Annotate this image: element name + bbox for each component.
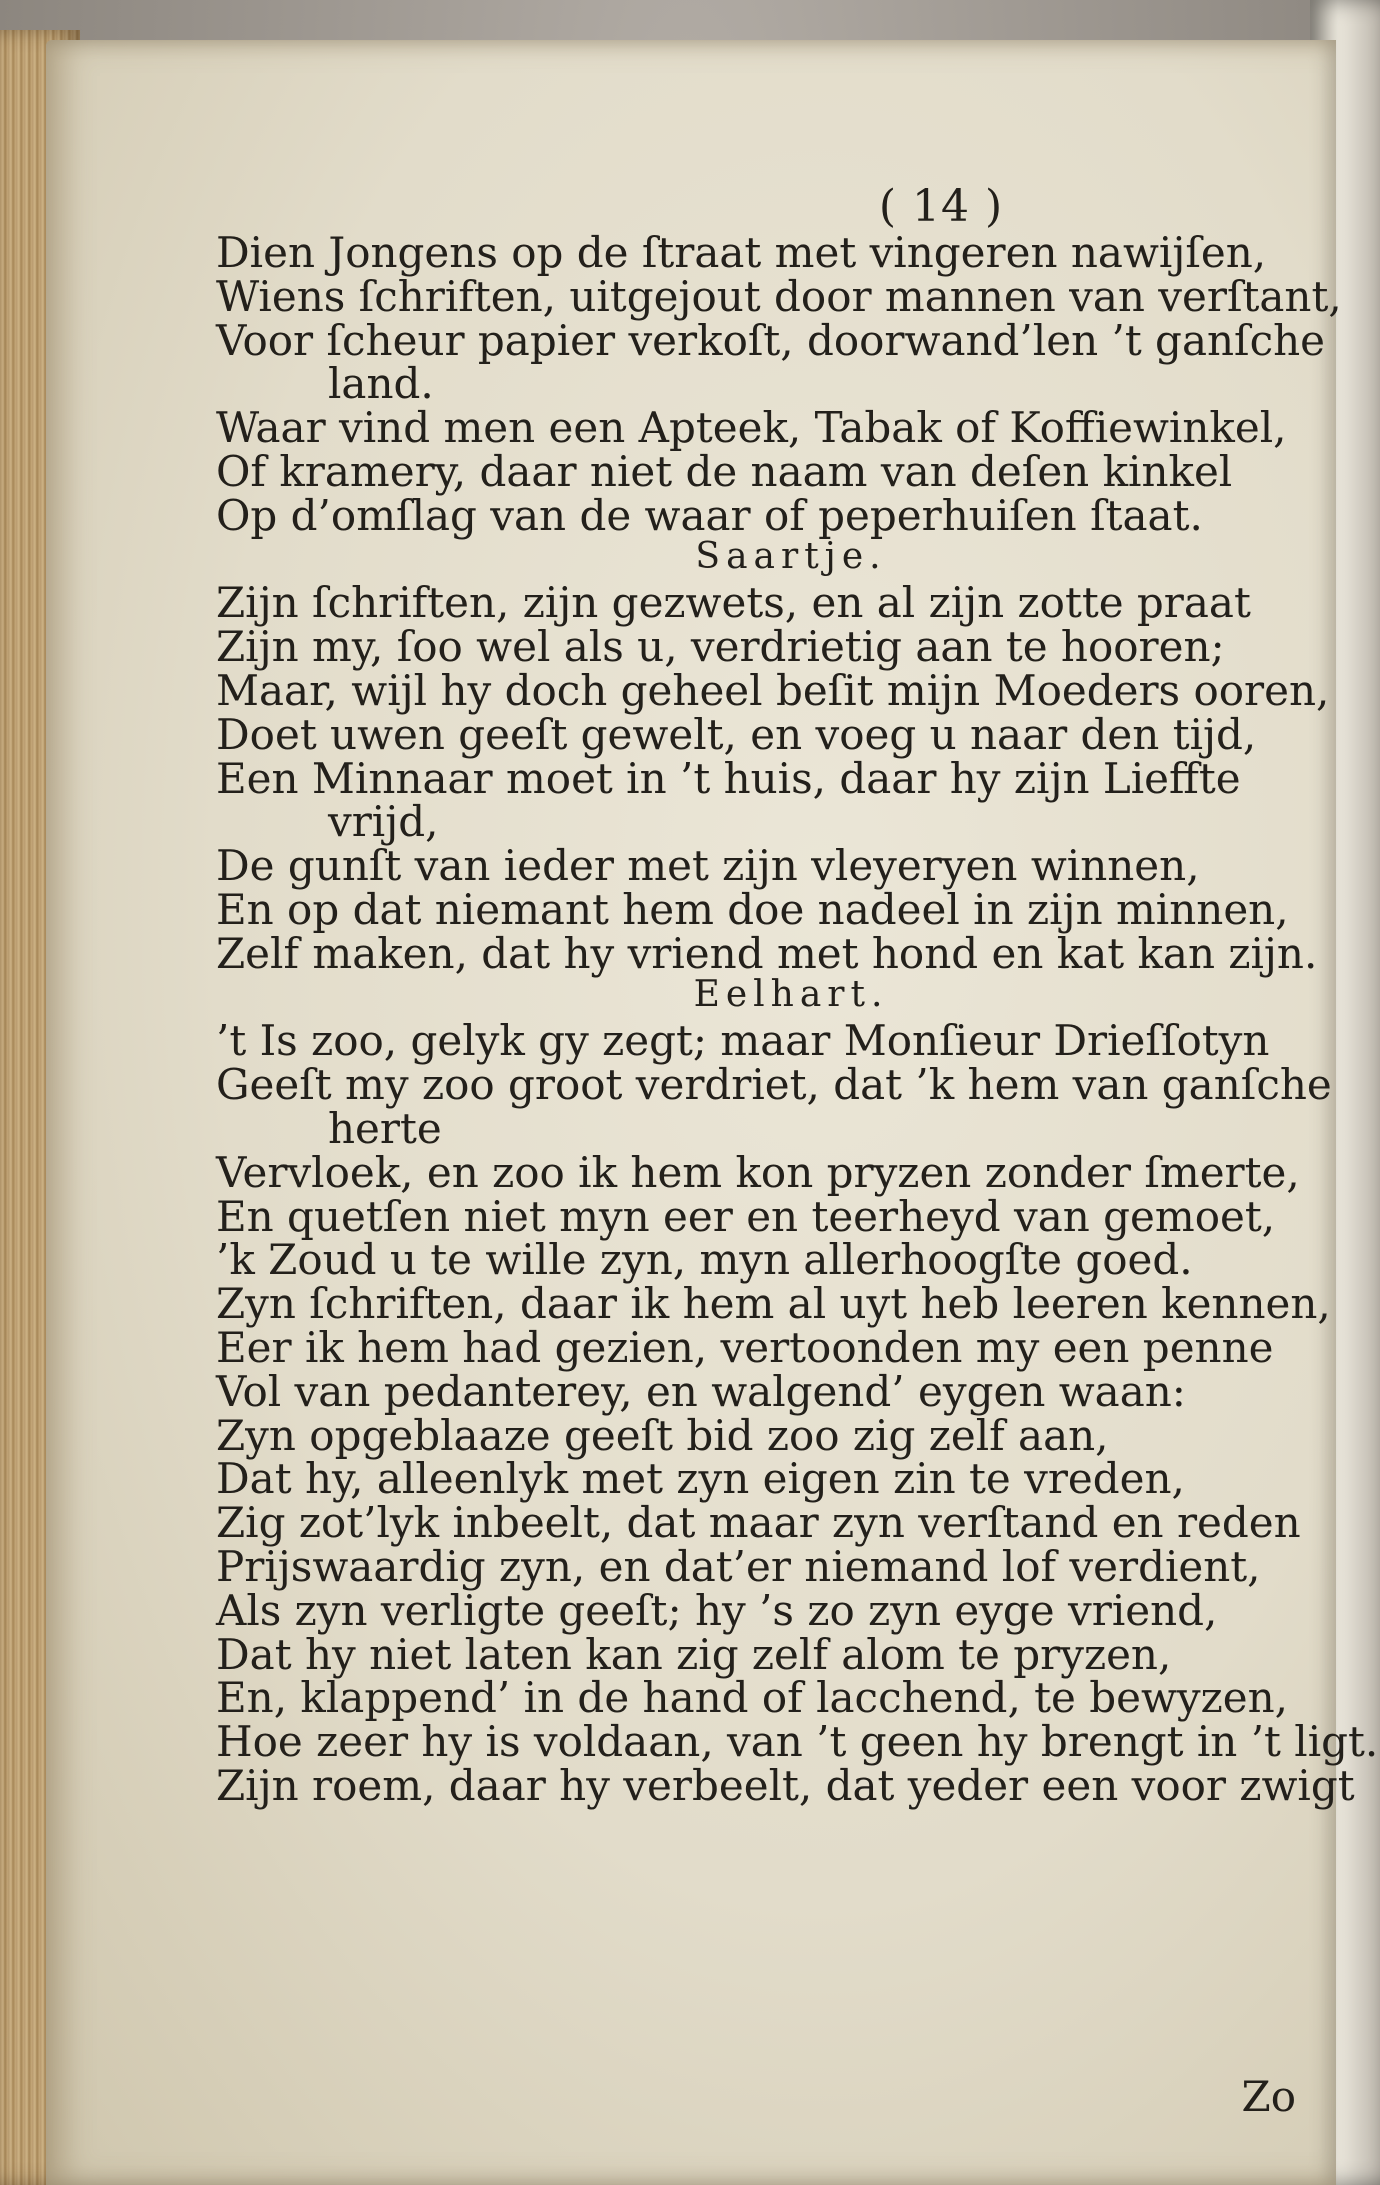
verse-line: Dat hy niet laten kan zig zelf alom te pryzen, <box>216 1629 1172 1679</box>
verse-line: De gunſt van ieder met zijn vleyeryen winnen, <box>216 841 1200 891</box>
verse-line: Op d’omſlag van de waar of peperhuiſen ſtaat. <box>216 490 1203 540</box>
verse-line: Zig zot’lyk inbeelt, dat maar zyn verſtand en reden <box>216 1498 1301 1548</box>
verse-line: Zijn ſchriften, zijn gezwets, en al zijn zotte praat <box>216 578 1251 628</box>
verse-line: Zijn my, ſoo wel als u, verdrietig aan te hooren; <box>216 622 1225 672</box>
verse-line: Geeſt my zoo groot verdriet, dat ’k hem van ganſche <box>216 1060 1332 1110</box>
verse-line: Als zyn verligte geeſt; hy ’s zo zyn eyge vriend, <box>216 1585 1218 1635</box>
verse-line: Vol van pedanterey, en walgend’ eygen waan: <box>216 1366 1186 1416</box>
verse-line: Voor ſcheur papier verkoſt, doorwand’len ’t ganſche <box>216 315 1326 365</box>
verse-line: Of kramery, daar niet de naam van deſen kinkel <box>216 446 1233 496</box>
speaker-name: Eelhart. <box>693 973 889 1015</box>
verse-line: Zyn opgeblaaze geeſt bid zoo zig zelf aan, <box>216 1410 1109 1460</box>
verse-line-continuation: vrijd, <box>328 797 439 847</box>
verse-lines <box>216 228 1379 1810</box>
verse-line: En quetſen niet myn eer en teerheyd van gemoet, <box>216 1191 1276 1241</box>
verse-line: Een Minnaar moet in ’t huis, daar hy zijn Lieffte <box>216 753 1241 803</box>
verse-line: Vervloek, en zoo ik hem kon pryzen zonder ſmerte, <box>216 1147 1300 1197</box>
verse-line: Zijn roem, daar hy verbeelt, dat yeder een voor zwigt <box>216 1760 1355 1810</box>
verse-line: Waar vind men een Apteek, Tabak of Koffiewinkel, <box>216 403 1287 453</box>
verse-line: ’t Is zoo, gelyk gy zegt; maar Monſieur Drieſſotyn <box>216 1016 1270 1066</box>
verse-line-continuation: herte <box>328 1103 442 1153</box>
verse-line: Eer ik hem had gezien, vertoonden my een penne <box>216 1322 1274 1372</box>
verse-line: Wiens ſchriften, uitgejout door mannen van verſtant, <box>216 271 1342 321</box>
verse-line: Dat hy, alleenlyk met zyn eigen zin te vreden, <box>216 1454 1185 1504</box>
catchword: Zo <box>1241 2072 1296 2121</box>
verse-line: Zelf maken, dat hy vriend met hond en kat kan zijn. <box>216 928 1318 978</box>
verse-line: Doet uwen geeſt gewelt, en voeg u naar den tijd, <box>216 709 1257 759</box>
verse-line-continuation: land. <box>328 359 434 409</box>
verse-line: Zyn ſchriften, daar ik hem al uyt heb leeren kennen, <box>216 1279 1331 1329</box>
verse-line: Hoe zeer hy is voldaan, van ’t geen hy brengt in ’t ligt. <box>216 1717 1379 1767</box>
verse-line: Maar, wijl hy doch geheel beſit mijn Moeders ooren, <box>216 665 1330 715</box>
page-number: ( 14 ) <box>878 181 1004 232</box>
book-page <box>46 40 1379 2185</box>
speaker-name: Saartje. <box>695 535 887 577</box>
verse-line: En, klappend’ in de hand of lacchend, te bewyzen, <box>216 1673 1289 1723</box>
verse-line: Prijswaardig zyn, en dat’er niemand lof verdient, <box>216 1541 1261 1591</box>
verse-line: Dien Jongens op de ſtraat met vingeren nawijſen, <box>216 228 1267 277</box>
verse-line: En op dat niemant hem doe nadeel in zijn minnen, <box>216 884 1289 934</box>
verse-line: ’k Zoud u te wille zyn, myn allerhoogſte goed. <box>216 1235 1193 1285</box>
